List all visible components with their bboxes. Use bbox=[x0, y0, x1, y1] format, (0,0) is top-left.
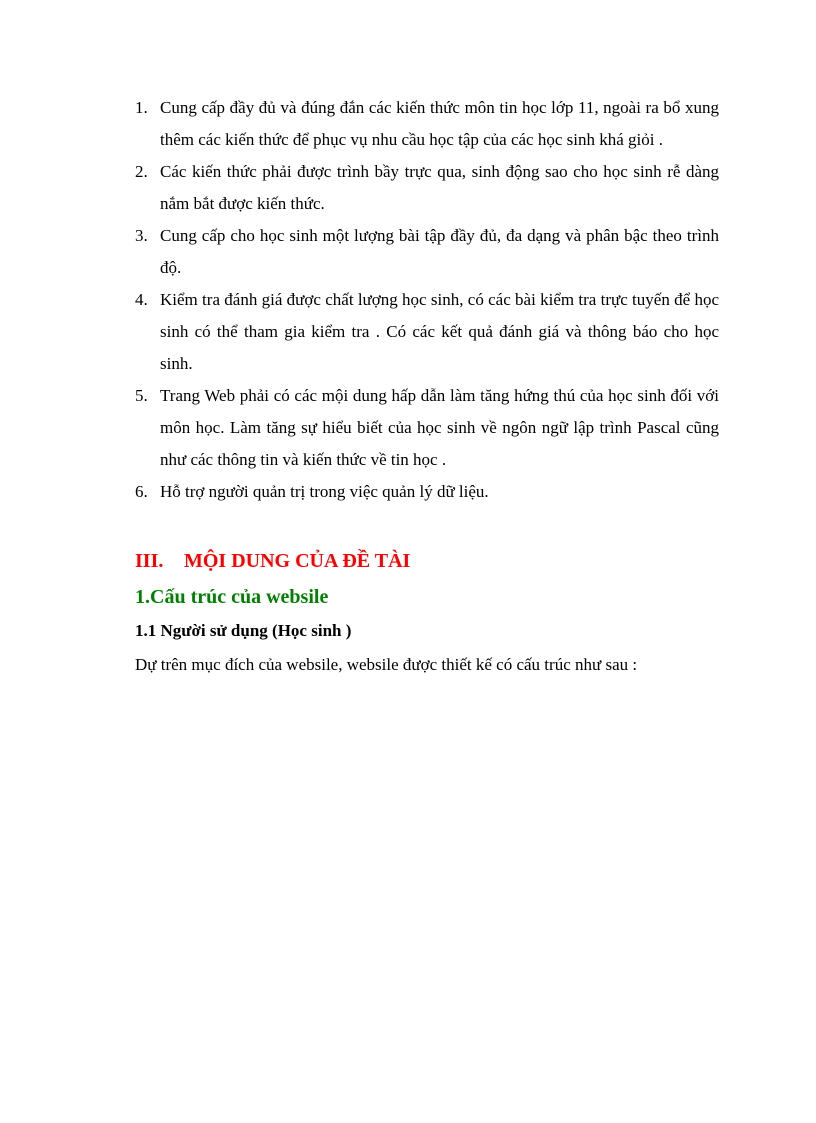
list-item-number: 3. bbox=[135, 226, 148, 245]
list-item-number: 5. bbox=[135, 386, 148, 405]
list-item-text: Kiểm tra đánh giá được chất lượng học sinh, có các bài kiểm tra trực tuyến để học sinh có thể tham gia kiểm tra . Có các kết quả đánh giá và thông báo cho học sinh. bbox=[160, 290, 719, 373]
list-item-text: Cung cấp đầy đủ và đúng đắn các kiến thức môn tin học lớp 11, ngoài ra bổ xung thêm các kiến thức để phục vụ nhu cầu học tập của các học sinh khá giỏi . bbox=[160, 98, 719, 149]
list-item bbox=[135, 476, 719, 508]
list-item-number: 2. bbox=[135, 162, 148, 181]
list-item-text: Các kiến thức phải được trình bầy trực qua, sinh động sao cho học sinh rễ dàng nắm bắt được kiến thức. bbox=[160, 162, 719, 213]
body-paragraph: Dự trên mục đích của websile, websile được thiết kế có cấu trúc như sau : bbox=[135, 655, 638, 674]
list-item-number: 1. bbox=[135, 98, 148, 117]
section-title: MỘI DUNG CỦA ĐỀ TÀI bbox=[184, 550, 411, 572]
list-item-number: 4. bbox=[135, 290, 148, 309]
list-item-number: 6. bbox=[135, 482, 148, 501]
section-heading bbox=[135, 546, 719, 576]
list-item bbox=[135, 284, 719, 380]
subsection-heading: 1.Cấu trúc của websile bbox=[135, 586, 329, 608]
list-item bbox=[135, 92, 719, 156]
page-content bbox=[135, 92, 719, 678]
list-item-text: Trang Web phải có các mội dung hấp dẫn làm tăng hứng thú của học sinh đối với môn học. Làm tăng sự hiểu biết của học sinh về ngôn ngữ lập trình Pascal cũng như các thông tin và kiến thức về tin học . bbox=[160, 386, 719, 469]
requirements-list bbox=[135, 92, 719, 508]
list-item bbox=[135, 156, 719, 220]
subsubsection-heading: 1.1 Người sử dụng (Học sinh ) bbox=[135, 621, 352, 640]
list-item-text: Hỗ trợ người quản trị trong việc quản lý dữ liệu. bbox=[160, 482, 489, 501]
list-item-text: Cung cấp cho học sinh một lượng bài tập đầy đủ, đa dạng và phân bậc theo trình độ. bbox=[160, 226, 719, 277]
list-item bbox=[135, 380, 719, 476]
list-item bbox=[135, 220, 719, 284]
section-number: III. bbox=[135, 550, 164, 572]
